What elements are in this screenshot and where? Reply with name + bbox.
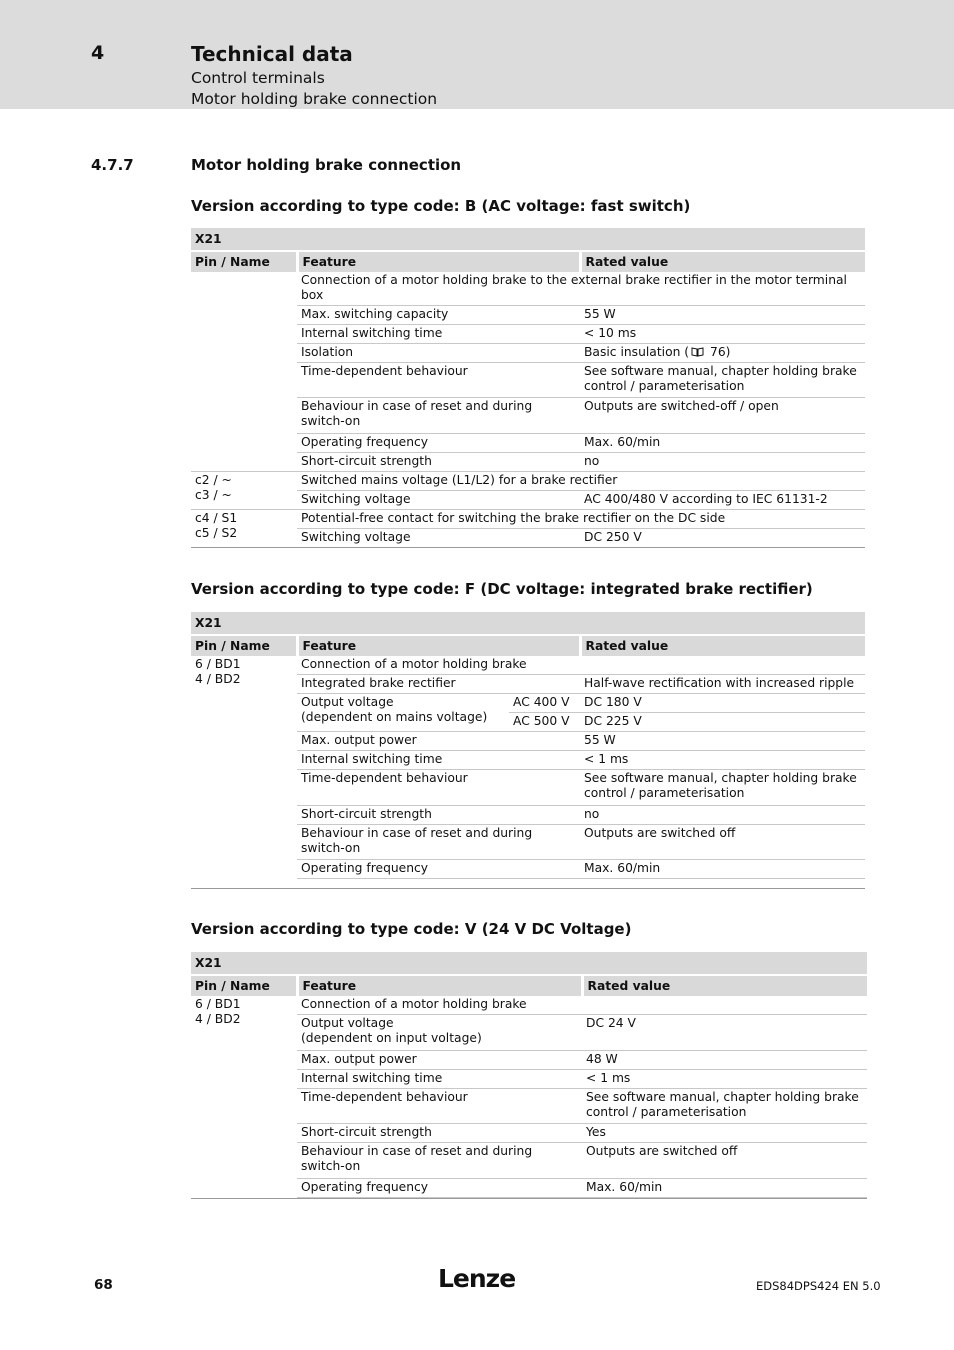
document-code: EDS84DPS424 EN 5.0 [756, 1279, 881, 1293]
col-pin-header: Pin / Name [191, 635, 297, 656]
feature-row: Connection of a motor holding brake [297, 656, 865, 675]
col-value-header: Rated value [582, 975, 867, 996]
feature-cell: Isolation [297, 344, 580, 363]
col-pin-header: Pin / Name [191, 251, 297, 272]
value-cell: 55 W [580, 732, 865, 751]
version-f-title: Version according to type code: F (DC voltage: integrated brake rectifier) [191, 580, 813, 598]
book-icon [691, 347, 704, 357]
feature-cell: Behaviour in case of reset and during switch-on [297, 398, 580, 434]
page-number: 68 [94, 1277, 113, 1293]
feature-cell: Operating frequency [297, 860, 580, 879]
value-cell: no [580, 453, 865, 472]
version-b-title: Version according to type code: B (AC voltage: fast switch) [191, 197, 691, 215]
feature-cell: Internal switching time [297, 325, 580, 344]
connector-label: X21 [191, 612, 865, 635]
version-b-table [191, 228, 865, 548]
pin-cell: 6 / BD1 4 / BD2 [191, 656, 297, 889]
feature-cell: Output voltage (dependent on input voltage) [297, 1015, 582, 1051]
value-cell: no [580, 806, 865, 825]
value-cell: 48 W [582, 1051, 867, 1070]
feature-cell: Max. output power [297, 732, 580, 751]
pin-cell: c2 / ~ c3 / ~ [191, 472, 297, 510]
col-feature-header: Feature [297, 635, 580, 656]
header-band [0, 0, 954, 109]
feature-row: Connection of a motor holding brake to the external brake rectifier in the motor terminal box [297, 272, 865, 306]
value-cell: DC 24 V [582, 1015, 867, 1051]
feature-cell: Operating frequency [297, 1179, 582, 1198]
feature-row: Connection of a motor holding brake [297, 996, 867, 1015]
lenze-logo: Lenze [438, 1264, 516, 1293]
connector-label: X21 [191, 952, 867, 975]
section-title: Motor holding brake connection [191, 156, 462, 174]
connector-label: X21 [191, 228, 865, 251]
value-cell: < 10 ms [580, 325, 865, 344]
value-cell: Outputs are switched-off / open [580, 398, 865, 434]
feature-cell: Time-dependent behaviour [297, 1089, 582, 1124]
value-cell: < 1 ms [580, 751, 865, 770]
col-pin-header: Pin / Name [191, 975, 297, 996]
feature-cell: Switching voltage [297, 529, 580, 548]
sub-feature-cell: AC 400 V [509, 694, 580, 713]
value-cell: See software manual, chapter holding brake control / parameterisation [582, 1089, 867, 1124]
feature-cell: Short-circuit strength [297, 453, 580, 472]
value-cell: Half-wave rectification with increased ripple [580, 675, 865, 694]
spacer-cell [297, 879, 865, 889]
value-cell: Max. 60/min [580, 434, 865, 453]
feature-cell: Internal switching time [297, 751, 580, 770]
feature-cell: Operating frequency [297, 434, 580, 453]
value-cell: Yes [582, 1124, 867, 1143]
value-cell: See software manual, chapter holding brake control / parameterisation [580, 770, 865, 806]
pin-cell [191, 272, 297, 472]
header-subtitle-2: Motor holding brake connection [191, 90, 438, 108]
value-cell: DC 225 V [580, 713, 865, 732]
feature-cell: Short-circuit strength [297, 806, 580, 825]
feature-cell: Max. output power [297, 1051, 582, 1070]
feature-cell: Integrated brake rectifier [297, 675, 580, 694]
pin-cell: 6 / BD1 4 / BD2 [191, 996, 297, 1199]
value-cell: Outputs are switched off [580, 825, 865, 860]
value-cell: Outputs are switched off [582, 1143, 867, 1179]
spacer-cell [297, 1198, 867, 1199]
col-value-header: Rated value [580, 251, 865, 272]
header-subtitle-1: Control terminals [191, 69, 325, 87]
pin-cell: c4 / S1 c5 / S2 [191, 510, 297, 548]
value-cell: DC 180 V [580, 694, 865, 713]
chapter-title: Technical data [191, 42, 353, 66]
value-cell: 55 W [580, 306, 865, 325]
chapter-number: 4 [91, 42, 105, 64]
value-cell: AC 400/480 V according to IEC 61131-2 [580, 491, 865, 510]
version-v-table [191, 952, 867, 1199]
version-f-table [191, 612, 865, 889]
value-cell: DC 250 V [580, 529, 865, 548]
value-prefix: Basic insulation ( [584, 345, 690, 359]
value-cell: Max. 60/min [582, 1179, 867, 1198]
feature-cell: Time-dependent behaviour [297, 770, 580, 806]
col-value-header: Rated value [580, 635, 865, 656]
feature-cell: Internal switching time [297, 1070, 582, 1089]
value-cell: See software manual, chapter holding brake control / parameterisation [580, 363, 865, 398]
feature-row: Switched mains voltage (L1/L2) for a brake rectifier [297, 472, 865, 491]
value-cell [580, 344, 865, 363]
value-suffix: 76) [706, 345, 731, 359]
col-feature-header: Feature [297, 975, 582, 996]
feature-cell: Behaviour in case of reset and during switch-on [297, 825, 580, 860]
value-cell: < 1 ms [582, 1070, 867, 1089]
feature-row: Potential-free contact for switching the brake rectifier on the DC side [297, 510, 865, 529]
feature-cell: Max. switching capacity [297, 306, 580, 325]
feature-cell: Short-circuit strength [297, 1124, 582, 1143]
section-number: 4.7.7 [91, 156, 134, 174]
feature-cell: Behaviour in case of reset and during switch-on [297, 1143, 582, 1179]
col-feature-header: Feature [297, 251, 580, 272]
version-v-title: Version according to type code: V (24 V DC Voltage) [191, 920, 632, 938]
feature-cell: Time-dependent behaviour [297, 363, 580, 398]
value-cell: Max. 60/min [580, 860, 865, 879]
feature-cell: Output voltage (dependent on mains voltage) [297, 694, 509, 732]
sub-feature-cell: AC 500 V [509, 713, 580, 732]
feature-cell: Switching voltage [297, 491, 580, 510]
